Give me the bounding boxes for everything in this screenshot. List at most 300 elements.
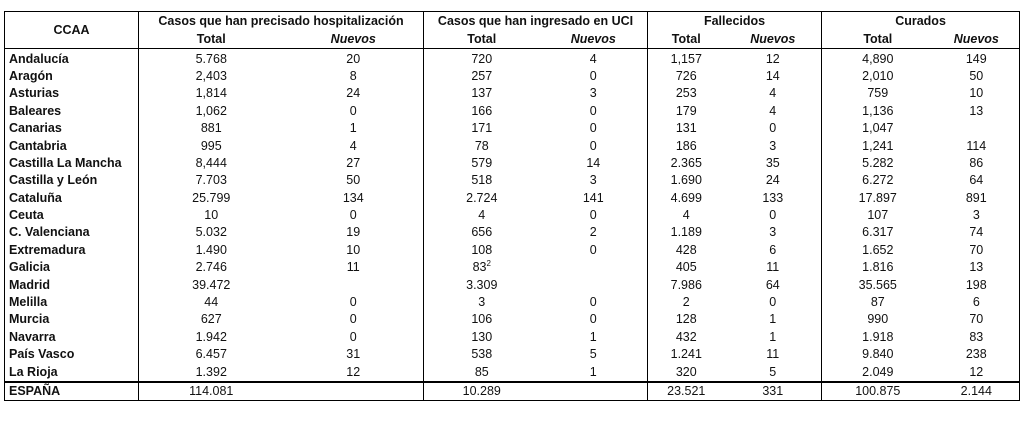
fall-total-value: 1.189 xyxy=(670,225,702,240)
hosp-nuevos-cell xyxy=(284,120,424,137)
hosp-nuevos-cell xyxy=(284,363,424,381)
subheader-total: Total xyxy=(424,31,540,49)
fall-total-cell xyxy=(648,224,725,241)
uci-total-value: 130 xyxy=(471,329,493,344)
hosp-total-value: 39.472 xyxy=(192,277,231,292)
hosp-nuevos-cell xyxy=(284,294,424,311)
fall-total-cell xyxy=(648,137,725,154)
fall-total-value: 128 xyxy=(675,312,697,327)
hosp-nuevos-cell xyxy=(284,329,424,346)
fall-total-value: 428 xyxy=(675,242,697,257)
uci-total-cell xyxy=(424,346,540,363)
hosp-total-cell xyxy=(139,294,284,311)
hosp-total-cell xyxy=(139,172,284,189)
hosp-total-cell xyxy=(139,190,284,207)
cur-nuevos-value: 50 xyxy=(969,68,984,83)
hosp-total-value: 5.768 xyxy=(195,51,227,66)
ccaa-name: Extremadura xyxy=(5,242,139,259)
hosp-total-value: 2.746 xyxy=(195,260,227,275)
hosp-total-value: 5.032 xyxy=(195,225,227,240)
fall-total-cell xyxy=(648,242,725,259)
cur-total-cell xyxy=(822,242,934,259)
cur-nuevos-value: 13 xyxy=(969,260,984,275)
uci-total-cell xyxy=(424,172,540,189)
hosp-nuevos-value: 0 xyxy=(349,208,357,223)
subheader-total: Total xyxy=(822,31,934,49)
cur-total-cell xyxy=(822,329,934,346)
hosp-total-cell xyxy=(139,155,284,172)
hosp-total-value: 1,814 xyxy=(195,86,227,101)
uci-total-cell xyxy=(424,382,540,401)
table-row xyxy=(5,363,1020,381)
uci-total-value: 720 xyxy=(471,51,493,66)
cur-nuevos-cell xyxy=(934,120,1020,137)
uci-nuevos-cell xyxy=(540,103,648,120)
cur-nuevos-cell xyxy=(934,294,1020,311)
fall-nuevos-cell xyxy=(725,311,822,328)
uci-total-value: 10.289 xyxy=(462,384,501,398)
fall-nuevos-cell xyxy=(725,120,822,137)
uci-total-cell xyxy=(424,311,540,328)
fall-total-value: 2.365 xyxy=(670,155,702,170)
cur-total-value: 1.652 xyxy=(862,242,894,257)
uci-total-cell xyxy=(424,207,540,224)
fall-nuevos-cell xyxy=(725,329,822,346)
hosp-total-value: 10 xyxy=(204,208,219,223)
cur-nuevos-value: 70 xyxy=(969,312,984,327)
hosp-nuevos-cell xyxy=(284,172,424,189)
fall-total-value: 4.699 xyxy=(670,190,702,205)
uci-nuevos-cell xyxy=(540,155,648,172)
uci-nuevos-value: 3 xyxy=(589,86,597,101)
cur-nuevos-value: 3 xyxy=(972,208,980,223)
hosp-total-value: 2,403 xyxy=(195,68,227,83)
fall-total-cell xyxy=(648,329,725,346)
hosp-total-cell xyxy=(139,382,284,401)
hosp-total-cell xyxy=(139,120,284,137)
cur-total-value: 1.816 xyxy=(862,260,894,275)
hosp-nuevos-value: 1 xyxy=(349,121,357,136)
ccaa-name: Castilla y León xyxy=(5,172,139,189)
fall-nuevos-cell xyxy=(725,190,822,207)
cur-nuevos-value: 70 xyxy=(969,242,984,257)
uci-nuevos-value: 2 xyxy=(589,225,597,240)
cur-nuevos-value: 2.144 xyxy=(960,384,992,398)
hosp-nuevos-value: 10 xyxy=(346,242,361,257)
cur-total-value: 5.282 xyxy=(862,155,894,170)
hosp-total-value: 8,444 xyxy=(195,155,227,170)
cur-total-cell xyxy=(822,120,934,137)
cur-nuevos-cell xyxy=(934,172,1020,189)
hosp-nuevos-value: 0 xyxy=(349,103,357,118)
cur-nuevos-cell xyxy=(934,363,1020,381)
hosp-total-value: 627 xyxy=(200,312,222,327)
total-row xyxy=(5,382,1020,401)
ccaa-name: Murcia xyxy=(5,311,139,328)
hosp-nuevos-cell xyxy=(284,68,424,85)
table-row xyxy=(5,49,1020,68)
fall-nuevos-value: 6 xyxy=(769,242,777,257)
cur-total-value: 87 xyxy=(870,295,885,310)
hosp-nuevos-value: 11 xyxy=(346,260,360,275)
cur-nuevos-value: 114 xyxy=(966,138,987,153)
footnote-marker: 2 xyxy=(486,259,491,269)
ccaa-name: Ceuta xyxy=(5,207,139,224)
fall-total-value: 179 xyxy=(675,103,697,118)
table-row xyxy=(5,68,1020,85)
uci-total-cell xyxy=(424,85,540,102)
ccaa-name: Melilla xyxy=(5,294,139,311)
fall-nuevos-value: 24 xyxy=(765,173,780,188)
uci-nuevos-cell xyxy=(540,242,648,259)
table-row xyxy=(5,259,1020,276)
uci-total-cell xyxy=(424,190,540,207)
cur-total-value: 990 xyxy=(867,312,889,327)
cur-total-cell xyxy=(822,276,934,293)
cur-total-cell xyxy=(822,85,934,102)
fall-nuevos-cell xyxy=(725,259,822,276)
ccaa-name: País Vasco xyxy=(5,346,139,363)
table-row xyxy=(5,120,1020,137)
hosp-nuevos-cell xyxy=(284,259,424,276)
hosp-nuevos-value: 8 xyxy=(349,68,357,83)
fall-total-value: 4 xyxy=(682,208,690,223)
cur-total-value: 1,047 xyxy=(862,121,894,136)
uci-total-cell xyxy=(424,242,540,259)
fall-total-cell xyxy=(648,85,725,102)
cur-total-cell xyxy=(822,224,934,241)
uci-nuevos-cell xyxy=(540,85,648,102)
uci-nuevos-cell xyxy=(540,363,648,381)
fall-nuevos-cell xyxy=(725,103,822,120)
cur-total-cell xyxy=(822,311,934,328)
header-ccaa: CCAA xyxy=(5,12,139,49)
hosp-total-cell xyxy=(139,49,284,68)
fall-total-cell xyxy=(648,311,725,328)
hosp-total-value: 1.490 xyxy=(195,242,227,257)
hosp-total-cell xyxy=(139,346,284,363)
header-uci: Casos que han ingresado en UCI xyxy=(424,12,648,32)
hosp-total-value: 1.392 xyxy=(195,364,227,379)
cur-nuevos-cell xyxy=(934,276,1020,293)
ccaa-name: C. Valenciana xyxy=(5,224,139,241)
subheader-nuevos: Nuevos xyxy=(934,31,1020,49)
uci-nuevos-cell xyxy=(540,190,648,207)
hosp-nuevos-cell xyxy=(284,155,424,172)
uci-nuevos-cell xyxy=(540,382,648,401)
uci-nuevos-cell xyxy=(540,346,648,363)
ccaa-name: Canarias xyxy=(5,120,139,137)
fall-nuevos-cell xyxy=(725,276,822,293)
fall-nuevos-value: 11 xyxy=(766,347,780,362)
uci-nuevos-value: 4 xyxy=(589,51,597,66)
cur-total-value: 100.875 xyxy=(855,384,901,398)
ccaa-name: Madrid xyxy=(5,276,139,293)
fall-nuevos-value: 1 xyxy=(769,329,777,344)
fall-total-value: 405 xyxy=(675,260,697,275)
hosp-nuevos-cell xyxy=(284,242,424,259)
fall-nuevos-value: 11 xyxy=(766,260,780,275)
cur-total-value: 1,136 xyxy=(862,103,894,118)
uci-nuevos-value: 14 xyxy=(586,155,601,170)
fall-total-value: 1,157 xyxy=(670,51,702,66)
cur-total-cell xyxy=(822,346,934,363)
cur-total-cell xyxy=(822,207,934,224)
cur-nuevos-cell xyxy=(934,207,1020,224)
table-row xyxy=(5,311,1020,328)
hosp-nuevos-cell xyxy=(284,346,424,363)
hosp-nuevos-value: 0 xyxy=(349,329,357,344)
table-row xyxy=(5,224,1020,241)
cur-total-value: 35.565 xyxy=(858,277,897,292)
uci-total-value: 538 xyxy=(471,347,493,362)
uci-total-value: 171 xyxy=(471,121,493,136)
uci-total-value: 166 xyxy=(471,103,493,118)
fall-total-value: 320 xyxy=(675,364,697,379)
uci-total-cell xyxy=(424,294,540,311)
uci-total-cell xyxy=(424,49,540,68)
cur-total-cell xyxy=(822,363,934,381)
table-row xyxy=(5,103,1020,120)
hosp-total-cell xyxy=(139,329,284,346)
uci-nuevos-value: 1 xyxy=(589,364,597,379)
hosp-nuevos-cell xyxy=(284,311,424,328)
uci-total-cell xyxy=(424,276,540,293)
fall-nuevos-value: 3 xyxy=(769,225,777,240)
uci-nuevos-cell xyxy=(540,294,648,311)
uci-total-cell xyxy=(424,363,540,381)
cur-nuevos-cell xyxy=(934,103,1020,120)
hosp-nuevos-value: 19 xyxy=(346,225,361,240)
hosp-total-cell xyxy=(139,311,284,328)
uci-nuevos-value: 0 xyxy=(589,138,597,153)
uci-nuevos-cell xyxy=(540,224,648,241)
uci-total-value: 106 xyxy=(471,312,493,327)
hosp-nuevos-cell xyxy=(284,190,424,207)
ccaa-name: Galicia xyxy=(5,259,139,276)
ccaa-name: Baleares xyxy=(5,103,139,120)
uci-nuevos-value: 0 xyxy=(589,312,597,327)
fall-nuevos-cell xyxy=(725,172,822,189)
uci-total-value: 83 xyxy=(472,260,487,275)
uci-total-cell xyxy=(424,259,540,276)
fall-total-cell xyxy=(648,190,725,207)
hosp-nuevos-value: 12 xyxy=(346,364,361,379)
fall-total-cell xyxy=(648,294,725,311)
hosp-total-value: 1,062 xyxy=(195,103,227,118)
cur-nuevos-value: 83 xyxy=(969,329,984,344)
table-row xyxy=(5,190,1020,207)
fall-nuevos-cell xyxy=(725,363,822,381)
hosp-nuevos-cell xyxy=(284,224,424,241)
fall-nuevos-value: 133 xyxy=(762,190,784,205)
hosp-nuevos-value: 0 xyxy=(349,295,357,310)
fall-total-cell xyxy=(648,259,725,276)
fall-total-value: 432 xyxy=(675,329,697,344)
table-row xyxy=(5,242,1020,259)
cur-nuevos-cell xyxy=(934,68,1020,85)
hosp-nuevos-value: 134 xyxy=(342,190,364,205)
uci-total-value: 2.724 xyxy=(466,190,498,205)
fall-total-cell xyxy=(648,49,725,68)
hosp-nuevos-cell xyxy=(284,382,424,401)
hosp-nuevos-cell xyxy=(284,137,424,154)
ccaa-name: Castilla La Mancha xyxy=(5,155,139,172)
hosp-total-cell xyxy=(139,207,284,224)
ccaa-name: Cantabria xyxy=(5,137,139,154)
fall-nuevos-cell xyxy=(725,155,822,172)
fall-nuevos-value: 14 xyxy=(765,68,780,83)
cur-nuevos-value: 149 xyxy=(965,51,987,66)
hosp-nuevos-cell xyxy=(284,207,424,224)
subheader-nuevos: Nuevos xyxy=(725,31,822,49)
hosp-nuevos-value: 50 xyxy=(346,173,361,188)
uci-total-value: 257 xyxy=(471,68,493,83)
cur-nuevos-cell xyxy=(934,242,1020,259)
ccaa-name: Andalucía xyxy=(5,49,139,68)
uci-nuevos-cell xyxy=(540,68,648,85)
cur-nuevos-value: 64 xyxy=(969,173,984,188)
uci-total-cell xyxy=(424,68,540,85)
hosp-total-cell xyxy=(139,276,284,293)
hosp-total-value: 25.799 xyxy=(192,190,231,205)
fall-total-cell xyxy=(648,68,725,85)
uci-nuevos-value: 0 xyxy=(589,68,597,83)
cur-total-cell xyxy=(822,294,934,311)
fall-nuevos-value: 331 xyxy=(762,384,784,398)
cur-total-value: 9.840 xyxy=(862,347,894,362)
hosp-total-cell xyxy=(139,137,284,154)
subheader-total: Total xyxy=(139,31,284,49)
subheader-nuevos: Nuevos xyxy=(284,31,424,49)
cur-total-cell xyxy=(822,259,934,276)
cur-nuevos-value: 10 xyxy=(969,86,984,101)
uci-total-cell xyxy=(424,224,540,241)
ccaa-name: Aragón xyxy=(5,68,139,85)
hosp-nuevos-value: 0 xyxy=(349,312,357,327)
cur-total-cell xyxy=(822,190,934,207)
cur-nuevos-value: 198 xyxy=(965,277,987,292)
hosp-nuevos-cell xyxy=(284,103,424,120)
subheader-nuevos: Nuevos xyxy=(540,31,648,49)
uci-total-value: 656 xyxy=(471,225,493,240)
uci-nuevos-cell xyxy=(540,137,648,154)
table-row xyxy=(5,137,1020,154)
cur-total-value: 2,010 xyxy=(862,68,894,83)
table-row xyxy=(5,329,1020,346)
cur-total-value: 759 xyxy=(867,86,889,101)
uci-nuevos-value: 0 xyxy=(589,121,597,136)
covid-table xyxy=(4,11,1020,401)
uci-nuevos-cell xyxy=(540,311,648,328)
fall-nuevos-cell xyxy=(725,294,822,311)
fall-nuevos-value: 64 xyxy=(765,277,780,292)
fall-nuevos-cell xyxy=(725,346,822,363)
uci-nuevos-cell xyxy=(540,49,648,68)
uci-total-value: 78 xyxy=(474,138,489,153)
fall-nuevos-value: 12 xyxy=(765,51,780,66)
table-row xyxy=(5,346,1020,363)
hosp-nuevos-value: 27 xyxy=(346,155,361,170)
hosp-total-cell xyxy=(139,259,284,276)
hosp-nuevos-cell xyxy=(284,276,424,293)
hosp-nuevos-cell xyxy=(284,85,424,102)
uci-nuevos-value: 141 xyxy=(582,190,604,205)
table-row xyxy=(5,207,1020,224)
cur-nuevos-cell xyxy=(934,49,1020,68)
fall-total-cell xyxy=(648,103,725,120)
cur-total-value: 1.918 xyxy=(862,329,894,344)
uci-nuevos-value: 0 xyxy=(589,242,597,257)
cur-nuevos-value: 891 xyxy=(965,190,987,205)
hosp-total-value: 44 xyxy=(204,295,219,310)
cur-total-value: 1,241 xyxy=(862,138,894,153)
fall-nuevos-cell xyxy=(725,137,822,154)
fall-total-cell xyxy=(648,346,725,363)
fall-total-cell xyxy=(648,172,725,189)
ccaa-name: La Rioja xyxy=(5,363,139,381)
hosp-total-cell xyxy=(139,68,284,85)
cur-nuevos-cell xyxy=(934,259,1020,276)
fall-nuevos-value: 0 xyxy=(769,295,777,310)
fall-total-cell xyxy=(648,363,725,381)
uci-nuevos-cell xyxy=(540,172,648,189)
uci-total-value: 4 xyxy=(478,208,486,223)
fall-nuevos-cell xyxy=(725,207,822,224)
cur-nuevos-cell xyxy=(934,190,1020,207)
uci-nuevos-value: 1 xyxy=(589,329,597,344)
uci-total-cell xyxy=(424,103,540,120)
fall-nuevos-cell xyxy=(725,85,822,102)
cur-nuevos-cell xyxy=(934,137,1020,154)
hosp-total-value: 6.457 xyxy=(195,347,227,362)
fall-total-value: 1.241 xyxy=(670,347,702,362)
cur-total-cell xyxy=(822,172,934,189)
uci-nuevos-value: 5 xyxy=(589,347,597,362)
hosp-nuevos-cell xyxy=(284,49,424,68)
uci-total-value: 108 xyxy=(471,242,493,257)
table-row xyxy=(5,172,1020,189)
cur-total-value: 2.049 xyxy=(862,364,894,379)
cur-nuevos-cell xyxy=(934,311,1020,328)
uci-nuevos-value: 0 xyxy=(589,295,597,310)
uci-nuevos-cell xyxy=(540,329,648,346)
uci-total-cell xyxy=(424,137,540,154)
fall-total-cell xyxy=(648,276,725,293)
fall-nuevos-value: 0 xyxy=(769,208,777,223)
header-curados: Curados xyxy=(822,12,1020,32)
cur-nuevos-value: 13 xyxy=(969,103,984,118)
fall-total-cell xyxy=(648,382,725,401)
hosp-total-value: 881 xyxy=(200,121,222,136)
uci-nuevos-cell xyxy=(540,276,648,293)
cur-nuevos-value: 74 xyxy=(969,225,984,240)
uci-nuevos-cell xyxy=(540,207,648,224)
fall-nuevos-value: 4 xyxy=(769,103,777,118)
cur-total-value: 6.317 xyxy=(862,225,894,240)
cur-nuevos-cell xyxy=(934,346,1020,363)
ccaa-name: Navarra xyxy=(5,329,139,346)
hosp-nuevos-value: 20 xyxy=(346,51,361,66)
fall-total-cell xyxy=(648,120,725,137)
subheader-total: Total xyxy=(648,31,725,49)
cur-total-value: 107 xyxy=(867,208,889,223)
fall-nuevos-cell xyxy=(725,224,822,241)
cur-nuevos-cell xyxy=(934,155,1020,172)
hosp-total-value: 114.081 xyxy=(189,384,234,398)
fall-total-value: 2 xyxy=(682,295,690,310)
fall-total-value: 7.986 xyxy=(670,277,702,292)
